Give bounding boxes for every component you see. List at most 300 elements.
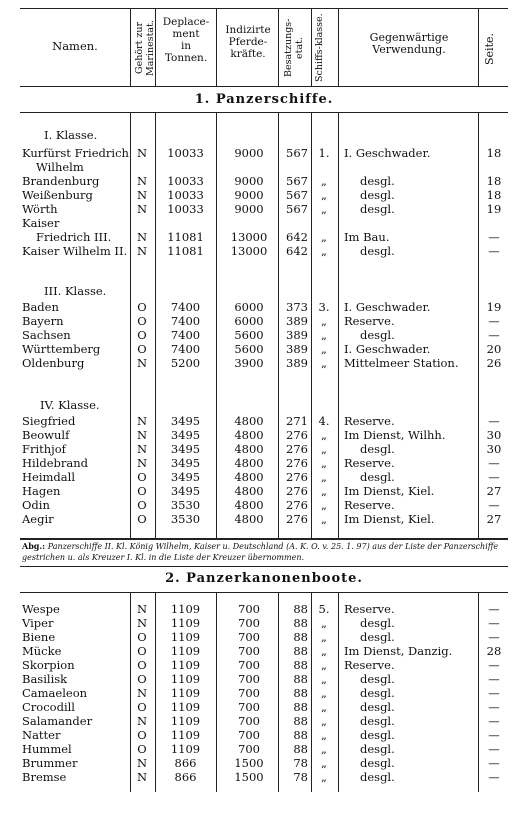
- horsepower-cell: 700: [238, 644, 260, 658]
- ship-class-cell: „: [321, 770, 327, 784]
- page-cell: —: [488, 658, 500, 672]
- usage-cell: desgl.: [360, 202, 395, 216]
- ship-name: Beowulf: [22, 428, 70, 442]
- usage-cell: desgl.: [360, 470, 395, 484]
- station-cell: O: [137, 512, 147, 526]
- section-title-panzerkanonenboote: 2. Panzerkanonenboote.: [165, 571, 363, 586]
- header-deplacement: [157, 16, 215, 64]
- displacement-cell: 3530: [170, 512, 201, 526]
- horsepower-cell: 700: [238, 686, 260, 700]
- ship-class-cell: „: [321, 356, 327, 370]
- top-rule: [20, 8, 508, 9]
- page-cell: 19: [486, 202, 502, 216]
- ship-name: Mücke: [22, 644, 62, 658]
- page-cell: —: [488, 728, 500, 742]
- table-row: [0, 174, 520, 188]
- ship-name: Natter: [22, 728, 61, 742]
- horsepower-cell: 700: [238, 714, 260, 728]
- station-cell: O: [137, 700, 147, 714]
- station-cell: N: [136, 616, 148, 630]
- usage-cell: Reserve.: [344, 456, 395, 470]
- ship-class-cell: „: [321, 498, 327, 512]
- ship-name: Basilisk: [22, 672, 68, 686]
- station-cell: N: [136, 244, 148, 258]
- displacement-cell: 11081: [167, 244, 204, 258]
- crew-cell: 88: [293, 714, 308, 728]
- page-cell: 18: [486, 146, 502, 160]
- crew-cell: 567: [286, 146, 308, 160]
- crew-cell: 389: [286, 356, 308, 370]
- displacement-cell: 1109: [170, 672, 201, 686]
- station-cell: O: [137, 300, 147, 314]
- crew-cell: 567: [286, 202, 308, 216]
- ship-class-cell: „: [321, 756, 327, 770]
- station-cell: O: [137, 644, 147, 658]
- crew-cell: 276: [286, 470, 308, 484]
- usage-cell: Reserve.: [344, 658, 395, 672]
- header-deplacement-line: Deplace-: [162, 16, 210, 28]
- displacement-cell: 11081: [167, 230, 204, 244]
- header-schiffsklasse: Schiffs-klasse.: [314, 13, 325, 83]
- page-cell: —: [488, 602, 500, 616]
- ship-class-cell: „: [321, 658, 327, 672]
- crew-cell: 276: [286, 512, 308, 526]
- header-pferdekraefte: [218, 24, 278, 60]
- usage-cell: Im Dienst, Wilhh.: [344, 428, 446, 442]
- crew-cell: 642: [286, 244, 308, 258]
- horsepower-cell: 4800: [234, 456, 264, 470]
- table-row-nameline: [0, 216, 520, 230]
- page-cell: 27: [486, 484, 502, 498]
- crew-cell: 373: [286, 300, 308, 314]
- page-cell: —: [488, 470, 500, 484]
- crew-cell: 78: [293, 770, 308, 784]
- page-cell: —: [488, 244, 500, 258]
- station-cell: O: [137, 470, 147, 484]
- table-row: [0, 244, 520, 258]
- displacement-cell: 3495: [170, 428, 201, 442]
- crew-cell: 276: [286, 484, 308, 498]
- station-cell: O: [137, 328, 147, 342]
- page-cell: —: [488, 314, 500, 328]
- ship-name: Biene: [22, 630, 56, 644]
- station-cell: N: [136, 714, 148, 728]
- crew-cell: 276: [286, 428, 308, 442]
- ship-class-cell: „: [321, 314, 327, 328]
- crew-cell: 88: [293, 658, 308, 672]
- station-cell: O: [137, 728, 147, 742]
- page-cell: —: [488, 414, 500, 428]
- usage-cell: desgl.: [360, 616, 395, 630]
- displacement-cell: 5200: [170, 356, 201, 370]
- table-row: [0, 356, 520, 370]
- horsepower-cell: 700: [238, 700, 260, 714]
- usage-cell: I. Geschwader.: [344, 342, 431, 356]
- col-rule: [311, 8, 312, 86]
- displacement-cell: 1109: [170, 630, 201, 644]
- crew-cell: 276: [286, 442, 308, 456]
- ship-name: Oldenburg: [22, 356, 85, 370]
- crew-cell: 88: [293, 616, 308, 630]
- ship-name: Skorpion: [22, 658, 75, 672]
- displacement-cell: 3495: [170, 470, 201, 484]
- displacement-cell: 3530: [170, 498, 201, 512]
- klasse-heading: IV. Klasse.: [40, 398, 100, 412]
- footnote-label: Abg.:: [22, 541, 46, 551]
- page-cell: —: [488, 742, 500, 756]
- page-cell: 30: [486, 442, 502, 456]
- page-cell: —: [488, 686, 500, 700]
- usage-cell: desgl.: [360, 770, 395, 784]
- table-row: [0, 770, 520, 784]
- table-row: [0, 300, 520, 314]
- station-cell: N: [136, 756, 148, 770]
- crew-cell: 88: [293, 644, 308, 658]
- ship-name: Kurfürst Friedrich: [22, 146, 129, 160]
- page-cell: 19: [486, 300, 502, 314]
- crew-cell: 642: [286, 230, 308, 244]
- page-cell: —: [488, 616, 500, 630]
- usage-cell: desgl.: [360, 630, 395, 644]
- ship-class-cell: „: [321, 686, 327, 700]
- ship-name: Hummel: [22, 742, 72, 756]
- ship-class-cell: „: [321, 456, 327, 470]
- klasse-heading: III. Klasse.: [44, 284, 107, 298]
- header-pferdekraefte-line: Indizirte: [225, 24, 271, 36]
- usage-cell: desgl.: [360, 244, 395, 258]
- ship-name: Heimdall: [22, 470, 75, 484]
- header-pferdekraefte-line: kräfte.: [230, 48, 266, 60]
- station-cell: N: [136, 686, 148, 700]
- col-rule: [216, 8, 217, 86]
- horsepower-cell: 13000: [230, 244, 268, 258]
- horsepower-cell: 700: [238, 630, 260, 644]
- station-cell: O: [137, 314, 147, 328]
- ship-class-cell: „: [321, 188, 327, 202]
- station-cell: N: [136, 202, 148, 216]
- ship-class-cell: „: [321, 630, 327, 644]
- horsepower-cell: 6000: [234, 300, 264, 314]
- footnote: [22, 541, 510, 563]
- crew-cell: 389: [286, 314, 308, 328]
- station-cell: N: [136, 602, 148, 616]
- horsepower-cell: 13000: [230, 230, 268, 244]
- header-bottom-rule: [20, 86, 508, 87]
- header-verwendung-line: Verwendung.: [372, 43, 446, 56]
- col-rule: [338, 8, 339, 86]
- page-cell: —: [488, 770, 500, 784]
- horsepower-cell: 1500: [234, 756, 264, 770]
- note-bottom-rule: [20, 566, 508, 567]
- table-row: [0, 742, 520, 756]
- section2-rule: [20, 592, 508, 593]
- ship-name: Brandenburg: [22, 174, 100, 188]
- page-cell: —: [488, 328, 500, 342]
- displacement-cell: 1109: [170, 644, 201, 658]
- page-cell: —: [488, 672, 500, 686]
- header-deplacement-line: Tonnen.: [164, 52, 208, 64]
- usage-cell: desgl.: [360, 188, 395, 202]
- table-row: [0, 602, 520, 616]
- station-cell: N: [136, 456, 148, 470]
- horsepower-cell: 700: [238, 728, 260, 742]
- horsepower-cell: 4800: [234, 484, 264, 498]
- ship-name: Frithjof: [22, 442, 66, 456]
- crew-cell: 389: [286, 342, 308, 356]
- station-cell: N: [136, 356, 148, 370]
- table-row: [0, 658, 520, 672]
- displacement-cell: 7400: [170, 328, 201, 342]
- horsepower-cell: 4800: [234, 414, 264, 428]
- table-row: [0, 470, 520, 484]
- displacement-cell: 866: [174, 756, 197, 770]
- table-row: [0, 714, 520, 728]
- displacement-cell: 3495: [170, 456, 201, 470]
- displacement-cell: 1109: [170, 700, 201, 714]
- table-row: [0, 442, 520, 456]
- page-cell: 30: [486, 428, 502, 442]
- usage-cell: Mittelmeer Station.: [344, 356, 459, 370]
- header-deplacement-line: ment: [172, 28, 200, 40]
- station-cell: O: [137, 672, 147, 686]
- section-title-panzerschiffe: 1. Panzerschiffe.: [194, 92, 334, 107]
- displacement-cell: 10033: [167, 202, 204, 216]
- table-row-nameline: [0, 160, 520, 174]
- table-row: [0, 616, 520, 630]
- horsepower-cell: 700: [238, 602, 260, 616]
- table-row: [0, 630, 520, 644]
- header-deplacement-line: in: [180, 40, 192, 52]
- station-cell: O: [137, 630, 147, 644]
- station-cell: N: [136, 146, 148, 160]
- ship-class-cell: „: [321, 244, 327, 258]
- table-row: [0, 342, 520, 356]
- ship-class-cell: „: [321, 616, 327, 630]
- table-row: [0, 188, 520, 202]
- displacement-cell: 10033: [167, 146, 204, 160]
- crew-cell: 567: [286, 188, 308, 202]
- horsepower-cell: 4800: [234, 470, 264, 484]
- ship-name: Odin: [22, 498, 50, 512]
- horsepower-cell: 4800: [234, 428, 264, 442]
- ship-name: Hildebrand: [22, 456, 89, 470]
- horsepower-cell: 5600: [234, 342, 264, 356]
- ship-name: Württemberg: [22, 342, 101, 356]
- ship-class-cell: „: [321, 714, 327, 728]
- footnote-text: Panzerschiffe II. Kl. König Wilhelm, Kaiser u. Deutschland (A. K. O. v. 25. 1. 97) aus der Liste der Panzerschiffe gestrichen u. als Kreuzer I. Kl. in die Liste der Kreuzer übernommen.: [22, 542, 499, 562]
- usage-cell: Reserve.: [344, 314, 395, 328]
- station-cell: N: [136, 770, 148, 784]
- usage-cell: Im Dienst, Danzig.: [344, 644, 453, 658]
- ship-name: Camaeleon: [22, 686, 88, 700]
- station-cell: N: [136, 414, 148, 428]
- horsepower-cell: 3900: [234, 356, 264, 370]
- horsepower-cell: 700: [238, 742, 260, 756]
- crew-cell: 88: [293, 728, 308, 742]
- displacement-cell: 1109: [170, 602, 201, 616]
- usage-cell: desgl.: [360, 686, 395, 700]
- horsepower-cell: 700: [238, 616, 260, 630]
- section1-rule: [20, 112, 508, 113]
- usage-cell: desgl.: [360, 742, 395, 756]
- usage-cell: desgl.: [360, 756, 395, 770]
- crew-cell: 88: [293, 742, 308, 756]
- ship-class-cell: „: [321, 672, 327, 686]
- table-row: [0, 672, 520, 686]
- crew-cell: 88: [293, 686, 308, 700]
- table-row: [0, 644, 520, 658]
- station-cell: O: [137, 742, 147, 756]
- ship-name: Baden: [22, 300, 59, 314]
- displacement-cell: 1109: [170, 742, 201, 756]
- table-row: [0, 498, 520, 512]
- horsepower-cell: 1500: [234, 770, 264, 784]
- usage-cell: desgl.: [360, 700, 395, 714]
- crew-cell: 88: [293, 700, 308, 714]
- crew-cell: 88: [293, 672, 308, 686]
- ship-class-cell: „: [321, 428, 327, 442]
- header-seite: Seite.: [483, 33, 496, 65]
- horsepower-cell: 9000: [234, 202, 264, 216]
- col-rule: [278, 8, 279, 86]
- displacement-cell: 1109: [170, 616, 201, 630]
- page-cell: 20: [486, 342, 502, 356]
- displacement-cell: 7400: [170, 342, 201, 356]
- header-namen: Namen.: [52, 39, 98, 53]
- usage-cell: Im Dienst, Kiel.: [344, 484, 435, 498]
- header-verwendung-line: Gegenwärtige: [369, 31, 449, 44]
- displacement-cell: 10033: [167, 188, 204, 202]
- table-row: [0, 700, 520, 714]
- table-row: [0, 728, 520, 742]
- page-cell: —: [488, 630, 500, 644]
- ship-name: Siegfried: [22, 414, 76, 428]
- displacement-cell: 1109: [170, 728, 201, 742]
- usage-cell: desgl.: [360, 728, 395, 742]
- ship-class-cell: 5.: [318, 602, 330, 616]
- table-row: [0, 146, 520, 160]
- station-cell: O: [137, 484, 147, 498]
- usage-cell: Im Dienst, Kiel.: [344, 512, 435, 526]
- station-cell: N: [136, 174, 148, 188]
- page-cell: —: [488, 714, 500, 728]
- ship-name: Brummer: [22, 756, 78, 770]
- ship-class-cell: 4.: [318, 414, 330, 428]
- ship-class-cell: 3.: [318, 300, 330, 314]
- page-cell: —: [488, 498, 500, 512]
- station-cell: N: [136, 442, 148, 456]
- usage-cell: I. Geschwader.: [344, 146, 431, 160]
- ship-class-cell: „: [321, 342, 327, 356]
- col-rule: [478, 8, 479, 86]
- usage-cell: Im Bau.: [344, 230, 390, 244]
- table-row-nameline: [0, 230, 520, 244]
- header-pferdekraefte-line: Pferde-: [228, 36, 268, 48]
- page-cell: 27: [486, 512, 502, 526]
- displacement-cell: 3495: [170, 442, 201, 456]
- header-gehoert: Gehört zur Marinestat.: [134, 20, 156, 76]
- ship-name: Bremse: [22, 770, 67, 784]
- station-cell: O: [137, 342, 147, 356]
- displacement-cell: 866: [174, 770, 197, 784]
- table-row: [0, 686, 520, 700]
- header-besatzung: Besatzungs-etat.: [283, 18, 305, 78]
- ship-class-cell: „: [321, 512, 327, 526]
- ship-name: Wespe: [22, 602, 60, 616]
- ship-name: Weißenburg: [22, 188, 93, 202]
- horsepower-cell: 4800: [234, 442, 264, 456]
- page-cell: —: [488, 756, 500, 770]
- usage-cell: desgl.: [360, 328, 395, 342]
- ship-class-cell: „: [321, 202, 327, 216]
- ship-name: Viper: [22, 616, 54, 630]
- horsepower-cell: 4800: [234, 498, 264, 512]
- col-rule: [130, 8, 131, 86]
- usage-cell: desgl.: [360, 174, 395, 188]
- ship-class-cell: „: [321, 328, 327, 342]
- ship-class-cell: „: [321, 174, 327, 188]
- horsepower-cell: 6000: [234, 314, 264, 328]
- displacement-cell: 10033: [167, 174, 204, 188]
- ship-class-cell: „: [321, 700, 327, 714]
- horsepower-cell: 700: [238, 658, 260, 672]
- usage-cell: Reserve.: [344, 498, 395, 512]
- station-cell: O: [137, 658, 147, 672]
- crew-cell: 88: [293, 630, 308, 644]
- horsepower-cell: 9000: [234, 188, 264, 202]
- ship-name: Kaiser: [22, 216, 60, 230]
- ship-name: Bayern: [22, 314, 64, 328]
- page-cell: 18: [486, 174, 502, 188]
- page-cell: —: [488, 456, 500, 470]
- table-row: [0, 484, 520, 498]
- table-row: [0, 512, 520, 526]
- crew-cell: 276: [286, 498, 308, 512]
- ship-class-cell: „: [321, 470, 327, 484]
- ship-class-cell: „: [321, 442, 327, 456]
- ship-name: Salamander: [22, 714, 93, 728]
- crew-cell: 389: [286, 328, 308, 342]
- page-cell: —: [488, 230, 500, 244]
- crew-cell: 88: [293, 602, 308, 616]
- usage-cell: I. Geschwader.: [344, 300, 431, 314]
- usage-cell: Reserve.: [344, 414, 395, 428]
- ship-class-cell: „: [321, 644, 327, 658]
- crew-cell: 276: [286, 456, 308, 470]
- crew-cell: 78: [293, 756, 308, 770]
- usage-cell: desgl.: [360, 442, 395, 456]
- displacement-cell: 7400: [170, 314, 201, 328]
- page-cell: —: [488, 700, 500, 714]
- table-row: [0, 202, 520, 216]
- ship-class-cell: „: [321, 484, 327, 498]
- ship-name-continuation: Wilhelm: [36, 160, 84, 174]
- station-cell: N: [136, 428, 148, 442]
- station-cell: O: [137, 498, 147, 512]
- crew-cell: 271: [286, 414, 308, 428]
- page-cell: 18: [486, 188, 502, 202]
- displacement-cell: 7400: [170, 300, 201, 314]
- displacement-cell: 3495: [170, 414, 201, 428]
- displacement-cell: 3495: [170, 484, 201, 498]
- horsepower-cell: 9000: [234, 174, 264, 188]
- ship-name: Aegir: [22, 512, 54, 526]
- horsepower-cell: 4800: [234, 512, 264, 526]
- table-row: [0, 456, 520, 470]
- ship-name: Kaiser Wilhelm II.: [22, 244, 128, 258]
- ship-name: Crocodill: [22, 700, 75, 714]
- table-row: [0, 428, 520, 442]
